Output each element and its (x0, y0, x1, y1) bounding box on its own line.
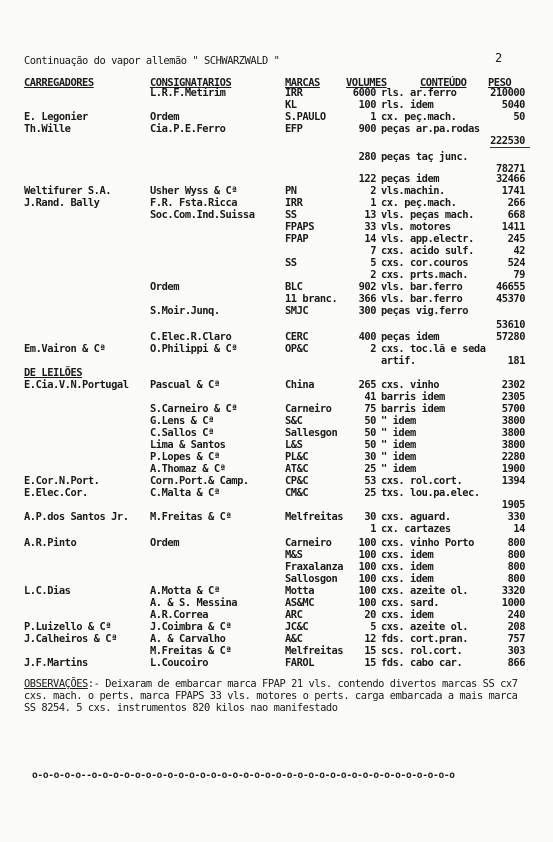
row-peso: 3800 (501, 439, 525, 451)
row-marca: IRR (285, 87, 303, 99)
header-peso: PESO (488, 77, 512, 89)
row-peso: 3800 (501, 427, 525, 439)
row-conteudo: cxs. acido sulf. (381, 245, 474, 257)
observacoes (24, 678, 519, 714)
row-peso: 2305 (501, 391, 525, 403)
subtotal-rule (490, 147, 530, 148)
row-volumes: 902 (358, 281, 376, 293)
row-consignatario: C.Sallos Cª (150, 427, 214, 439)
row-marca: FAROL (285, 657, 315, 669)
row-peso: 208 (507, 621, 525, 633)
row-volumes: 15 (364, 657, 376, 669)
row-volumes: 41 (364, 391, 376, 403)
row-peso: 1905 (501, 499, 525, 511)
row-conteudo: vls.machin. (381, 185, 445, 197)
row-peso: 3320 (501, 585, 525, 597)
row-marca: S.PAULO (285, 111, 326, 123)
row-peso: 866 (507, 657, 525, 669)
header-marcas: MARCAS (285, 77, 320, 89)
row-volumes: 13 (364, 209, 376, 221)
header-carregadores: CARREGADORES (24, 77, 94, 89)
row-conteudo: cxs. idem (381, 549, 434, 561)
header-volumes: VOLUMES (346, 77, 387, 89)
row-marca: FPAPS (285, 221, 315, 233)
row-volumes: 2 (370, 343, 376, 355)
row-volumes: 100 (358, 99, 376, 111)
row-conteudo: cxs. azeite ol. (381, 585, 469, 597)
row-peso: 32466 (495, 173, 525, 185)
row-volumes: 100 (358, 573, 376, 585)
row-peso: 266 (507, 197, 525, 209)
row-peso: 181 (507, 355, 525, 367)
row-conteudo: cxs. aguard. (381, 511, 451, 523)
row-conteudo: peças ar.pa.rodas (381, 123, 480, 135)
row-peso: 1741 (501, 185, 525, 197)
row-volumes: 100 (358, 597, 376, 609)
row-consignatario: G.Lens & Cª (150, 415, 214, 427)
row-conteudo: peças idem (381, 331, 440, 343)
row-marca: Carneiro (285, 403, 332, 415)
row-volumes: 5 (370, 257, 376, 269)
row-consignatario: A. & S. Messina (150, 597, 238, 609)
row-conteudo: cxs. toc.lã e seda (381, 343, 486, 355)
row-marca: China (285, 379, 315, 391)
row-volumes: 1 (370, 523, 376, 535)
row-peso: 245 (507, 233, 525, 245)
row-peso: 800 (507, 573, 525, 585)
row-conteudo: cxs. cor.couros (381, 257, 469, 269)
row-marca: S&C (285, 415, 303, 427)
row-conteudo: cx. peç.mach. (381, 197, 457, 209)
row-marca: SS (285, 257, 297, 269)
row-carregador: J.F.Martins (24, 657, 88, 669)
row-peso: 524 (507, 257, 525, 269)
row-conteudo: vls. motores (381, 221, 451, 233)
row-marca: AT&C (285, 463, 309, 475)
row-conteudo: fds. cabo car. (381, 657, 463, 669)
row-volumes: 12 (364, 633, 376, 645)
row-conteudo: cxs. vinho (381, 379, 440, 391)
row-consignatario: A.R.Correa (150, 609, 209, 621)
row-carregador: Em.Vairon & Cª (24, 343, 106, 355)
row-peso: 2302 (501, 379, 525, 391)
row-consignatario: A.Motta & Cª (150, 585, 220, 597)
row-consignatario: Ordem (150, 537, 180, 549)
row-peso: 1394 (501, 475, 525, 487)
row-marca: PN (285, 185, 297, 197)
row-consignatario: Lima & Santos (150, 439, 226, 451)
row-peso: 800 (507, 537, 525, 549)
row-consignatario: F.R. Fsta.Ricca (150, 197, 238, 209)
document-title: Continuação do vapor allemão " SCHWARZWALD " (24, 55, 280, 67)
row-conteudo: artif. (381, 355, 416, 367)
row-marca: EFP (285, 123, 303, 135)
row-conteudo: cxs. rol.cort. (381, 475, 463, 487)
row-peso: 5700 (501, 403, 525, 415)
row-conteudo: " idem (381, 427, 416, 439)
row-peso: 42 (513, 245, 525, 257)
row-carregador: Th.Wille (24, 123, 71, 135)
row-carregador: E.Elec.Cor. (24, 487, 88, 499)
page-number: 2 (495, 51, 502, 65)
row-marca: ARC (285, 609, 303, 621)
row-volumes: 25 (364, 463, 376, 475)
row-carregador: J.Rand. Bally (24, 197, 100, 209)
row-peso: 78271 (495, 163, 525, 175)
row-volumes: 100 (358, 585, 376, 597)
row-marca: L&S (285, 439, 303, 451)
row-volumes: 20 (364, 609, 376, 621)
row-volumes: 5 (370, 621, 376, 633)
row-conteudo: peças vig.ferro (381, 305, 469, 317)
row-volumes: 100 (358, 561, 376, 573)
header-conteudo: CONTEÚDO (420, 77, 467, 89)
row-conteudo: cxs. prts.mach. (381, 269, 469, 281)
section-leiloes: DE LEILÕES (24, 367, 83, 379)
row-consignatario: A.Thomaz & Cª (150, 463, 226, 475)
row-volumes: 1 (370, 197, 376, 209)
row-marca: CM&C (285, 487, 309, 499)
row-conteudo: barris idem (381, 403, 445, 415)
row-peso: 14 (513, 523, 525, 535)
row-volumes: 30 (364, 511, 376, 523)
row-peso: 330 (507, 511, 525, 523)
row-peso: 222530 (490, 135, 525, 147)
row-volumes: 6000 (352, 87, 376, 99)
row-conteudo: rls. idem (381, 99, 434, 111)
row-peso: 46655 (495, 281, 525, 293)
row-consignatario: C.Malta & Cª (150, 487, 220, 499)
row-marca: CERC (285, 331, 309, 343)
row-marca: PL&C (285, 451, 309, 463)
row-conteudo: txs. lou.pa.elec. (381, 487, 480, 499)
row-volumes: 900 (358, 123, 376, 135)
observacoes-text: :- Deixaram de embarcar marca FPAP 21 vls. contendo divertos marcas SS cx7 cxs. mach. o perts. marca FPAPS 33 vls. motores o perts. carga embarcada a mais marca SS 8254. 5 cxs. instrumentos 820 kilos nao manifestado (24, 678, 518, 714)
row-volumes: 400 (358, 331, 376, 343)
row-conteudo: cxs. sard. (381, 597, 440, 609)
row-consignatario: M.Freitas & Cª (150, 645, 232, 657)
row-peso: 668 (507, 209, 525, 221)
row-consignatario: Ordem (150, 111, 180, 123)
row-conteudo: cx. peç.mach. (381, 111, 457, 123)
row-peso: 57280 (495, 331, 525, 343)
row-conteudo: cxs. idem (381, 561, 434, 573)
row-marca: Motta (285, 585, 315, 597)
row-peso: 50 (513, 111, 525, 123)
row-marca: Carneiro (285, 537, 332, 549)
row-consignatario: P.Lopes & Cª (150, 451, 220, 463)
row-consignatario: Cia.P.E.Ferro (150, 123, 226, 135)
row-marca: SS (285, 209, 297, 221)
row-volumes: 2 (370, 185, 376, 197)
row-consignatario: C.Elec.R.Claro (150, 331, 232, 343)
row-volumes: 100 (358, 549, 376, 561)
row-consignatario: Corn.Port.& Camp. (150, 475, 249, 487)
row-conteudo: cxs. vinho Porto (381, 537, 474, 549)
row-conteudo: " idem (381, 451, 416, 463)
row-peso: 1900 (501, 463, 525, 475)
row-marca: KL (285, 99, 297, 111)
row-volumes: 50 (364, 427, 376, 439)
row-volumes: 14 (364, 233, 376, 245)
row-carregador: E. Legonier (24, 111, 88, 123)
row-peso: 79 (513, 269, 525, 281)
row-consignatario: S.Moir.Junq. (150, 305, 220, 317)
row-conteudo: fds. cort.pran. (381, 633, 469, 645)
row-conteudo: cx. cartazes (381, 523, 451, 535)
row-volumes: 2 (370, 269, 376, 281)
row-conteudo: " idem (381, 415, 416, 427)
row-consignatario: L.Coucoiro (150, 657, 209, 669)
row-marca: Fraxalanza (285, 561, 344, 573)
row-marca: Sallosgon (285, 573, 338, 585)
row-marca: Sallesgon (285, 427, 338, 439)
row-consignatario: Usher Wyss & Cª (150, 185, 238, 197)
row-marca: FPAP (285, 233, 309, 245)
row-peso: 45370 (495, 293, 525, 305)
row-volumes: 50 (364, 415, 376, 427)
row-carregador: E.Cor.N.Port. (24, 475, 100, 487)
row-carregador: E.Cia.V.N.Portugal (24, 379, 129, 391)
row-volumes: 50 (364, 439, 376, 451)
row-volumes: 280 (358, 151, 376, 163)
row-peso: 2280 (501, 451, 525, 463)
row-peso: 1411 (501, 221, 525, 233)
row-volumes: 53 (364, 475, 376, 487)
row-volumes: 100 (358, 537, 376, 549)
row-conteudo: vls. app.electr. (381, 233, 474, 245)
row-carregador: A.R.Pinto (24, 537, 77, 549)
row-conteudo: cxs. idem (381, 573, 434, 585)
row-conteudo: " idem (381, 463, 416, 475)
row-consignatario: A. & Carvalho (150, 633, 226, 645)
row-conteudo: scs. rol.cort. (381, 645, 463, 657)
row-peso: 5040 (501, 99, 525, 111)
row-volumes: 300 (358, 305, 376, 317)
row-conteudo: vls. bar.ferro (381, 293, 463, 305)
row-carregador: L.C.Dias (24, 585, 71, 597)
row-volumes: 15 (364, 645, 376, 657)
row-marca: OP&C (285, 343, 309, 355)
row-marca: Melfreitas (285, 645, 344, 657)
row-consignatario: O.Philippi & Cª (150, 343, 238, 355)
row-marca: CP&C (285, 475, 309, 487)
row-volumes: 7 (370, 245, 376, 257)
row-marca: BLC (285, 281, 303, 293)
row-peso: 303 (507, 645, 525, 657)
row-marca: IRR (285, 197, 303, 209)
row-marca: JC&C (285, 621, 309, 633)
row-peso: 800 (507, 549, 525, 561)
row-carregador: A.P.dos Santos Jr. (24, 511, 129, 523)
row-conteudo: vls. peças mach. (381, 209, 474, 221)
row-peso: 53610 (495, 319, 525, 331)
row-conteudo: " idem (381, 439, 416, 451)
row-marca: AS&MC (285, 597, 315, 609)
row-conteudo: cxs. azeite ol. (381, 621, 469, 633)
row-marca: Melfreitas (285, 511, 344, 523)
row-marca: M&S (285, 549, 303, 561)
observacoes-label: OBSERVAÇÕES (24, 678, 88, 690)
row-peso: 1000 (501, 597, 525, 609)
row-volumes: 366 (358, 293, 376, 305)
row-carregador: P.Luizello & Cª (24, 621, 112, 633)
row-volumes: 75 (364, 403, 376, 415)
row-volumes: 1 (370, 111, 376, 123)
row-carregador: Weltifurer S.A. (24, 185, 112, 197)
row-peso: 800 (507, 561, 525, 573)
row-conteudo: vls. bar.ferro (381, 281, 463, 293)
footer-dashes: o-o-o-o-o--o-o-o-o-o-o-o-o-o-o-o-o-o-o-o-o-o-o-o-o-o-o-o-o-o-o-o-o-o-o-o-o-o-o (32, 770, 455, 781)
row-consignatario: J.Coimbra & Cª (150, 621, 232, 633)
header-consignatarios: CONSIGNATARIOS (150, 77, 232, 89)
row-volumes: 30 (364, 451, 376, 463)
row-peso: 210000 (490, 87, 525, 99)
row-volumes: 25 (364, 487, 376, 499)
row-consignatario: Pascual & Cª (150, 379, 220, 391)
row-consignatario: L.R.F.Metirim (150, 87, 226, 99)
row-consignatario: S.Carneiro & Cª (150, 403, 238, 415)
row-peso: 240 (507, 609, 525, 621)
row-marca: SMJC (285, 305, 309, 317)
row-volumes: 33 (364, 221, 376, 233)
row-conteudo: rls. ar.ferro (381, 87, 457, 99)
row-conteudo: cxs. idem (381, 609, 434, 621)
row-marca: 11 branc. (285, 293, 338, 305)
row-consignatario: Ordem (150, 281, 180, 293)
row-conteudo: barris idem (381, 391, 445, 403)
row-consignatario: M.Freitas & Cª (150, 511, 232, 523)
row-volumes: 122 (358, 173, 376, 185)
row-volumes: 265 (358, 379, 376, 391)
row-conteudo: peças idem (381, 173, 440, 185)
row-consignatario: Soc.Com.Ind.Suissa (150, 209, 255, 221)
row-marca: A&C (285, 633, 303, 645)
row-peso: 3800 (501, 415, 525, 427)
row-carregador: J.Calheiros & Cª (24, 633, 117, 645)
row-peso: 757 (507, 633, 525, 645)
row-conteudo: peças taç junc. (381, 151, 469, 163)
